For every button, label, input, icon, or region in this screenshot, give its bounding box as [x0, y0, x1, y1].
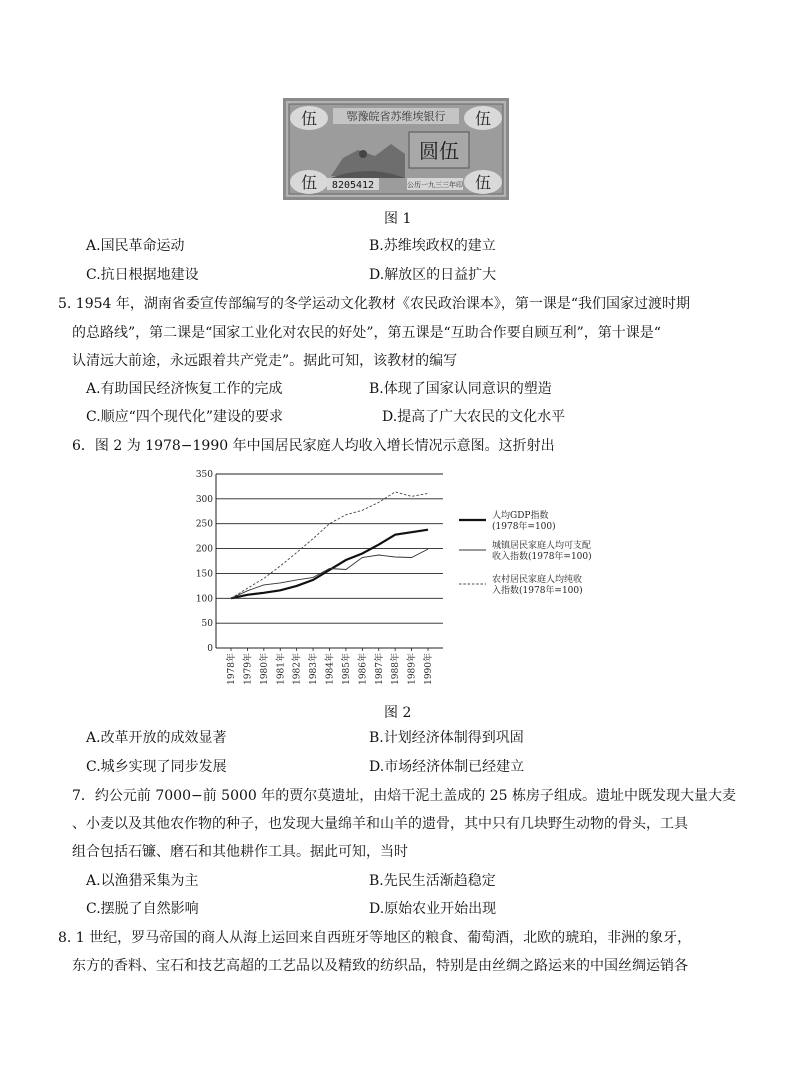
- x-tick-label: 1983年: [309, 653, 320, 685]
- q6-stem: 6．图 2 为 1978−1990 年中国居民家庭人均收入增长情况示意图。这折射出: [72, 438, 555, 454]
- option-label: D.: [369, 759, 385, 775]
- x-tick-label: 1986年: [358, 653, 369, 685]
- x-tick-label: 1979年: [243, 653, 254, 685]
- option-text: 抗日根据地建设: [100, 267, 199, 283]
- banknote-header: 鄂豫皖省苏维埃银行: [346, 110, 446, 123]
- x-tick-label: 1980年: [259, 653, 270, 685]
- banknote-value: 圆伍: [419, 139, 459, 163]
- series-line-0: [231, 530, 428, 599]
- option-label: A.: [86, 730, 101, 746]
- option-text: 国民革命运动: [100, 238, 185, 254]
- option-label: A.: [86, 873, 101, 889]
- q7-option-c[interactable]: [86, 899, 199, 919]
- x-tick-label: 1988年: [391, 653, 402, 685]
- banknote-date: 公历一九三三年印: [407, 181, 463, 189]
- option-text: 以渔猎采集为主: [100, 873, 199, 889]
- option-text: 苏维埃政权的建立: [383, 238, 496, 254]
- x-tick-label: 1985年: [341, 653, 352, 685]
- option-text: 市场经济体制已经建立: [384, 759, 525, 775]
- legend-label-0: 人均GDP指数: [492, 511, 549, 521]
- option-label: B.: [369, 381, 384, 397]
- q8-stem-line1: 8. 1 世纪，罗马帝国的商人从海上运回来自西班牙等地区的粮食、葡萄酒，北欧的琥珀，非洲的象牙，: [58, 930, 692, 946]
- banknote-serial: 8205412: [331, 180, 375, 191]
- option-label: D.: [369, 901, 385, 917]
- legend-sublabel-2: 入指数(1978年=100): [492, 586, 583, 596]
- banknote-image: [283, 98, 509, 200]
- q5-stem-line3: 认清远大前途，永远跟着共产党走”。据此可知，该教材的编写: [72, 353, 458, 369]
- option-label: C.: [86, 901, 101, 917]
- option-text: 解放区的日益扩大: [384, 267, 497, 283]
- option-text: 顺应“四个现代化”建设的要求: [100, 409, 283, 425]
- option-label: B.: [369, 238, 384, 254]
- option-label: C.: [86, 409, 101, 425]
- q5-option-c[interactable]: [86, 407, 283, 427]
- banknote-corner-bl: 伍: [300, 173, 318, 192]
- q4-option-a[interactable]: [86, 236, 185, 256]
- y-tick-label: 200: [195, 544, 213, 555]
- banknote-corner-tr: 伍: [474, 109, 492, 128]
- q4-option-c[interactable]: [86, 265, 199, 285]
- q7-stem-line2: 、小麦以及其他农作物的种子，也发现大量绵羊和山羊的遗骨，其中只有几块野生动物的骨头，工具: [72, 816, 688, 832]
- q6-option-b[interactable]: [369, 728, 524, 748]
- q4-option-b[interactable]: [369, 236, 496, 256]
- y-tick-label: 50: [201, 619, 213, 630]
- x-tick-label: 1990年: [424, 653, 434, 685]
- q6-option-a[interactable]: [86, 728, 227, 748]
- legend-label-2: 农村居民家庭人均纯收: [492, 575, 583, 585]
- legend-sublabel-0: (1978年=100): [492, 522, 556, 532]
- option-text: 原始农业开始出现: [384, 901, 497, 917]
- q7-stem-line1: 7．约公元前 7000−前 5000 年的贾尔莫遗址，由焙干泥土盖成的 25 栋房子组成。遗址中既发现大量大麦: [72, 788, 736, 804]
- option-text: 提高了广大农民的文化水平: [397, 409, 566, 425]
- banknote-corner-tl: 伍: [300, 109, 318, 128]
- figure2-caption: 图 2: [384, 705, 412, 721]
- q7-stem-line3: 组合包括石镰、磨石和其他耕作工具。据此可知，当时: [72, 844, 408, 860]
- option-label: D.: [382, 409, 398, 425]
- option-label: C.: [86, 759, 101, 775]
- x-tick-label: 1982年: [292, 653, 303, 685]
- q5-option-b[interactable]: [369, 379, 552, 399]
- q8-stem-line2: 东方的香料、宝石和技艺高超的工艺品以及精致的纺织品，特别是由丝绸之路运来的中国丝绸运销各: [72, 958, 688, 974]
- q4-option-d[interactable]: [369, 265, 496, 285]
- q7-option-b[interactable]: [369, 871, 496, 891]
- x-tick-label: 1981年: [276, 653, 287, 685]
- x-tick-label: 1978年: [227, 653, 237, 685]
- option-label: A.: [86, 381, 101, 397]
- option-text: 体现了国家认同意识的塑造: [383, 381, 552, 397]
- q6-option-d[interactable]: [369, 757, 524, 777]
- y-tick-label: 300: [195, 494, 213, 505]
- y-tick-label: 100: [195, 594, 213, 605]
- x-tick-label: 1984年: [325, 653, 336, 685]
- q5-stem-line2: 的总路线”，第二课是“国家工业化对农民的好处”，第五课是“互助合作要自顾互利”，第十课是“: [72, 325, 661, 341]
- income-growth-chart: [195, 462, 625, 694]
- q7-option-d[interactable]: [369, 899, 496, 919]
- q5-stem-line1: 5. 1954 年，湖南省委宣传部编写的冬学运动文化教材《农民政治课本》，第一课是“我们国家过渡时期: [58, 296, 691, 312]
- legend-sublabel-1: 收入指数(1978年=100): [492, 552, 592, 562]
- option-text: 有助国民经济恢复工作的完成: [100, 381, 283, 397]
- series-line-2: [231, 492, 428, 598]
- y-tick-label: 350: [195, 470, 213, 480]
- y-tick-label: 250: [195, 519, 213, 530]
- option-label: B.: [369, 873, 384, 889]
- option-text: 改革开放的成效显著: [100, 730, 227, 746]
- option-text: 城乡实现了同步发展: [100, 759, 227, 775]
- y-tick-label: 0: [207, 644, 213, 654]
- option-label: D.: [369, 267, 385, 283]
- option-label: C.: [86, 267, 101, 283]
- option-text: 摆脱了自然影响: [100, 901, 199, 917]
- banknote-corner-br: 伍: [474, 173, 492, 192]
- x-tick-label: 1989年: [407, 653, 418, 685]
- legend-label-1: 城镇居民家庭人均可支配: [492, 541, 592, 551]
- y-tick-label: 150: [195, 569, 213, 580]
- q7-option-a[interactable]: [86, 871, 199, 891]
- x-tick-label: 1987年: [374, 653, 385, 685]
- q6-option-c[interactable]: [86, 757, 227, 777]
- figure1-caption: 图 1: [384, 211, 412, 227]
- option-text: 先民生活渐趋稳定: [383, 873, 496, 889]
- option-text: 计划经济体制得到巩固: [383, 730, 524, 746]
- q5-option-d[interactable]: [382, 407, 565, 427]
- option-label: B.: [369, 730, 384, 746]
- q5-option-a[interactable]: [86, 379, 283, 399]
- option-label: A.: [86, 238, 101, 254]
